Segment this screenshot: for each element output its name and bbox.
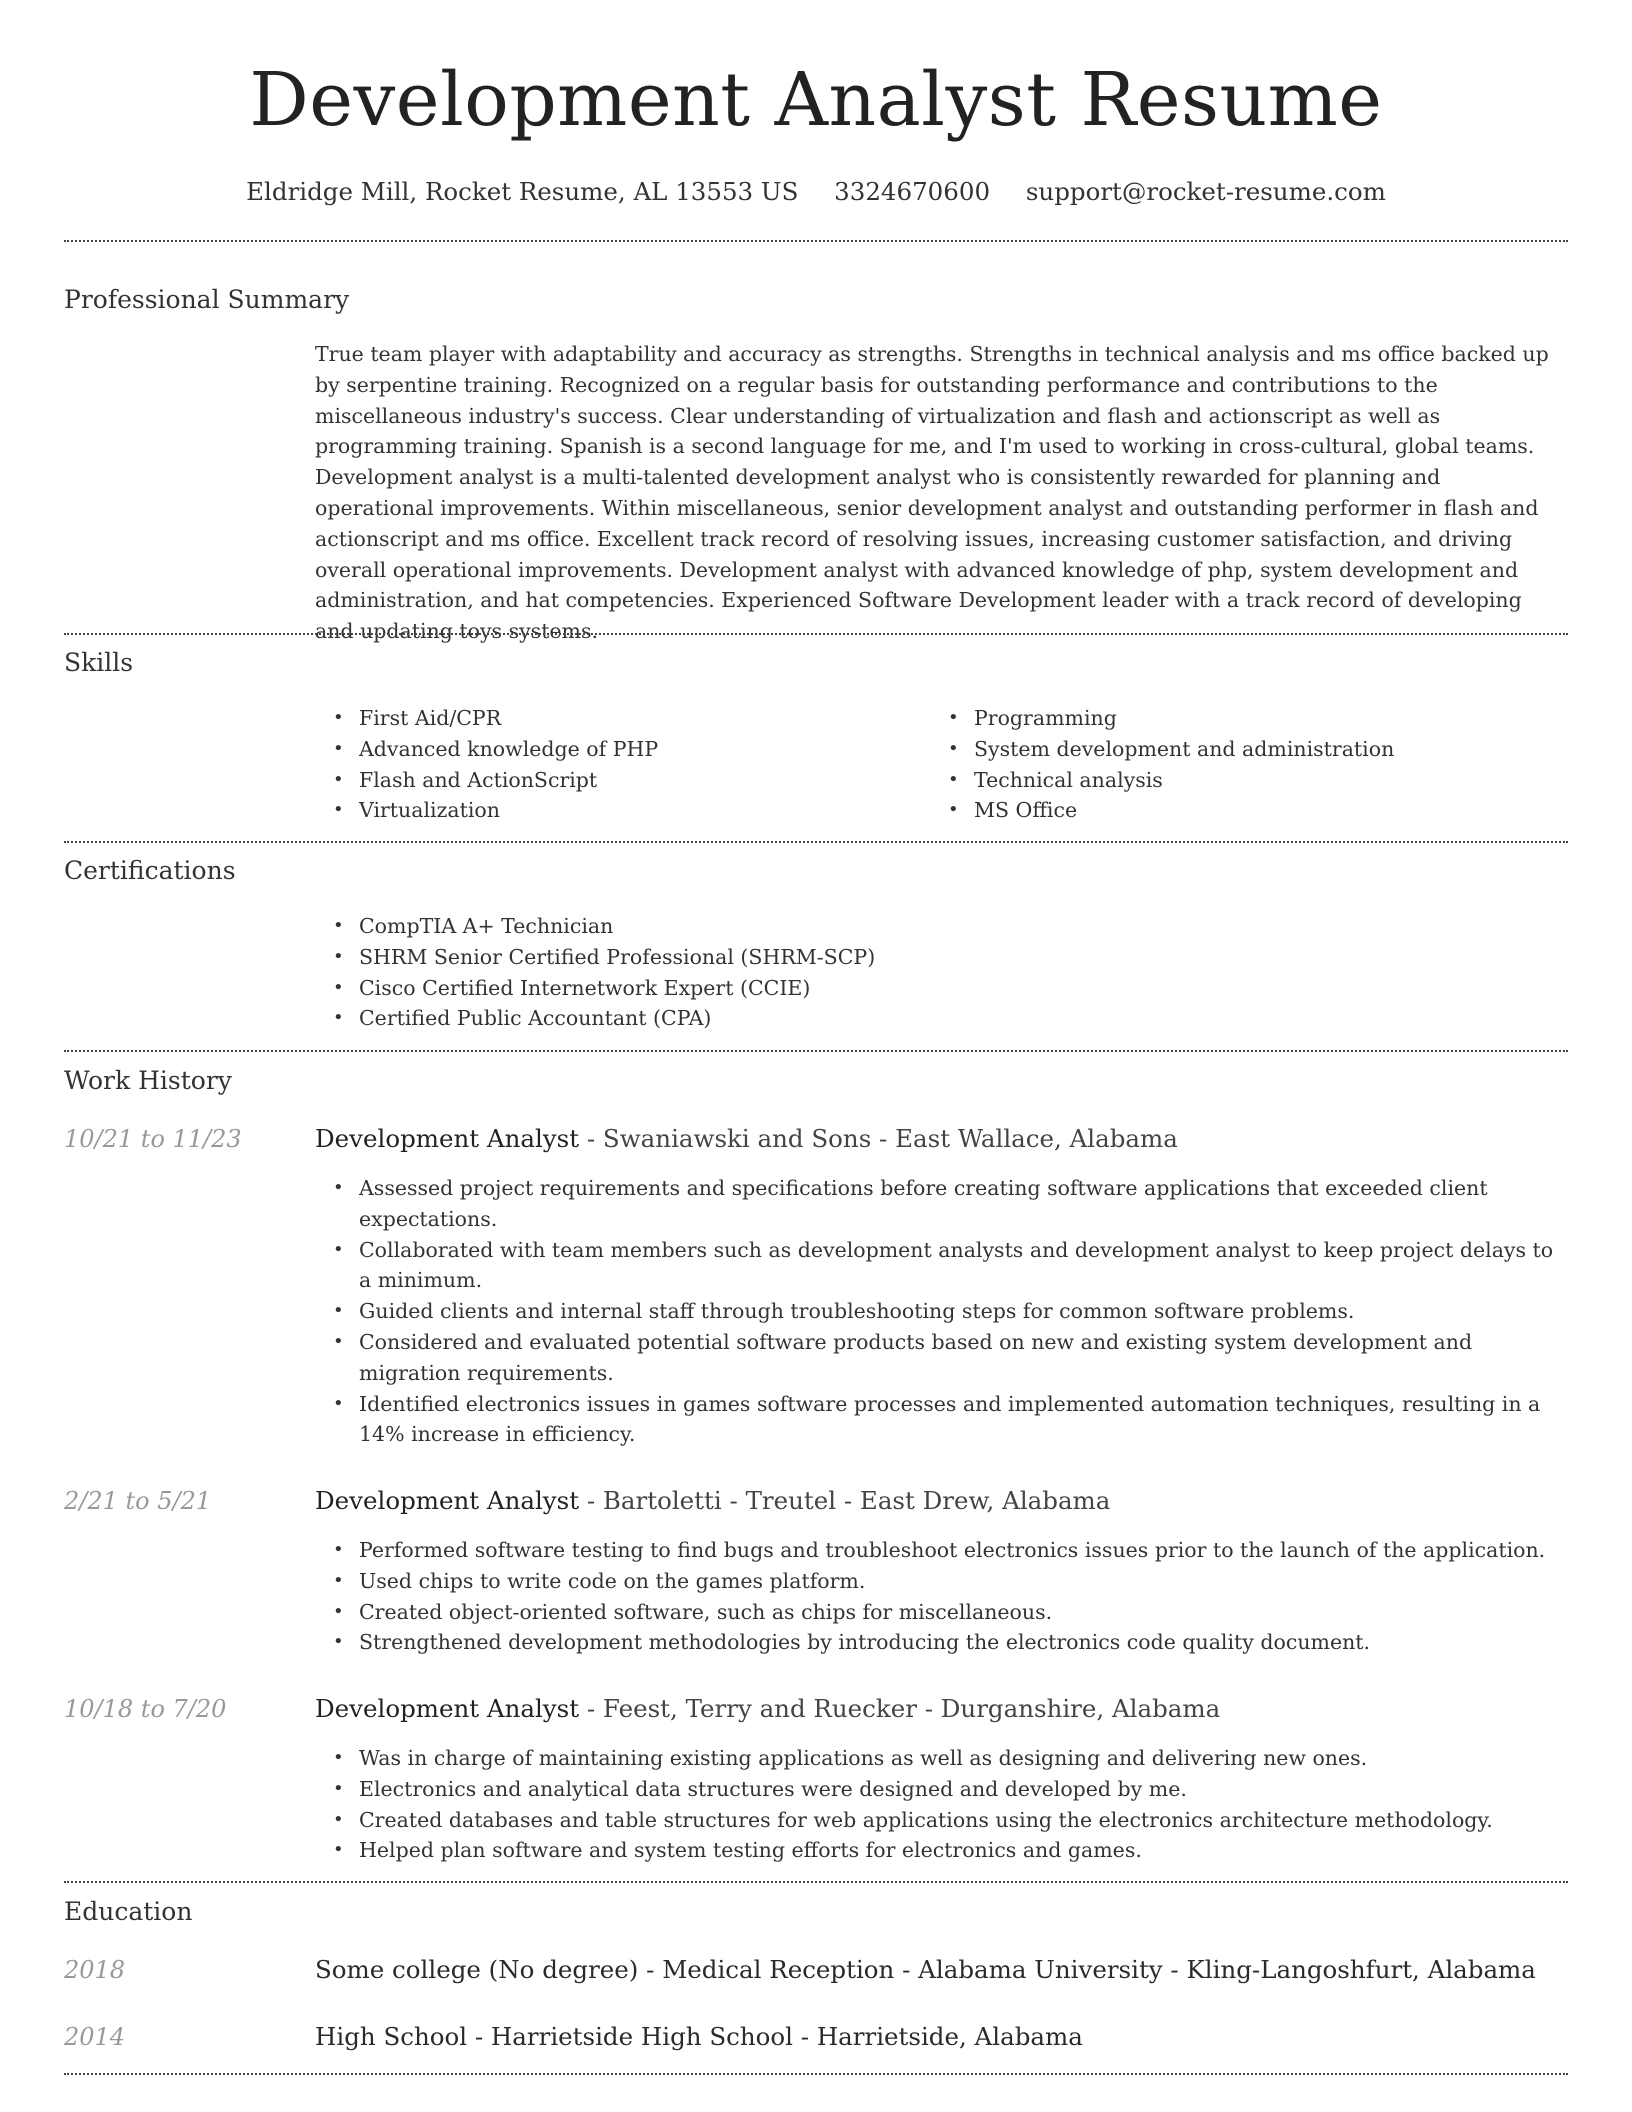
list-item: • Performed software testing to find bugs and troubleshoot electronics issues prior to the launch of the application. bbox=[315, 1535, 1565, 1566]
divider bbox=[64, 2073, 1568, 2075]
job-bullets bbox=[315, 1173, 1565, 1450]
list-item: • Advanced knowledge of PHP bbox=[315, 734, 915, 765]
job-employer: - Bartoletti - Treutel - East Drew, Alabama bbox=[579, 1486, 1111, 1515]
contact-email: support@rocket-resume.com bbox=[1025, 177, 1386, 206]
list-item: • Assessed project requirements and specifications before creating software applications that exceeded client expectations. bbox=[315, 1173, 1565, 1235]
job-dates: 10/21 to 11/23 bbox=[64, 1125, 242, 1153]
job-title bbox=[315, 1693, 1220, 1725]
list-item: • SHRM Senior Certified Professional (SHRM-SCP) bbox=[315, 942, 1565, 973]
list-item: • System development and administration bbox=[930, 734, 1560, 765]
skills-list-right bbox=[930, 703, 1560, 826]
summary-text: True team player with adaptability and accuracy as strengths. Strengths in technical analysis and ms office backed up by serpentine training. Recognized on a regular basis for outstanding performance and contributions to the miscellaneous industry's success. Clear understanding of virtualization and flash and actionscript as well as programming training. Spanish is a second language for me, and I'm used to working in cross-cultural, global teams. Development analyst is a multi-talented development analyst who is consistently rewarded for planning and operational improvements. Within miscellaneous, senior development analyst and outstanding performer in flash and actionscript and ms office. Excellent track record of resolving issues, increasing customer satisfaction, and driving overall operational improvements. Development analyst with advanced knowledge of php, system development and administration, and hat competencies. Experienced Software Development leader with a track record of developing and updating toys systems. bbox=[315, 342, 1549, 644]
education-year: 2018 bbox=[64, 1956, 126, 1984]
divider bbox=[64, 633, 1568, 635]
job-role: Development Analyst bbox=[315, 1486, 580, 1515]
list-item: • First Aid/CPR bbox=[315, 703, 915, 734]
list-item: • Certified Public Accountant (CPA) bbox=[315, 1003, 1565, 1034]
page-title: Development Analyst Resume bbox=[249, 57, 1383, 143]
education-degree: High School bbox=[315, 2022, 468, 2051]
divider bbox=[64, 240, 1568, 242]
job-bullets bbox=[315, 1535, 1565, 1658]
list-item: • Helped plan software and system testing efforts for electronics and games. bbox=[315, 1835, 1565, 1866]
list-item: • Used chips to write code on the games platform. bbox=[315, 1566, 1565, 1597]
list-item: • Virtualization bbox=[315, 795, 915, 826]
list-item: • Collaborated with team members such as development analysts and development analyst to keep project delays to a minimum. bbox=[315, 1235, 1565, 1297]
job-dates: 10/18 to 7/20 bbox=[64, 1695, 227, 1723]
list-item: • MS Office bbox=[930, 795, 1560, 826]
resume-header bbox=[64, 0, 1568, 208]
list-item: • Electronics and analytical data structures were designed and developed by me. bbox=[315, 1774, 1565, 1805]
job-bullets bbox=[315, 1743, 1565, 1866]
education-entry bbox=[315, 1954, 1536, 1986]
section-heading-skills: Skills bbox=[64, 648, 134, 677]
list-item: • Programming bbox=[930, 703, 1560, 734]
contact-line bbox=[64, 176, 1568, 208]
list-item: • Created databases and table structures for web applications using the electronics architecture methodology. bbox=[315, 1805, 1565, 1836]
list-item: • Cisco Certified Internetwork Expert (CCIE) bbox=[315, 973, 1565, 1004]
section-heading-education: Education bbox=[64, 1897, 193, 1926]
section-heading-summary: Professional Summary bbox=[64, 285, 350, 314]
section-heading-work-history: Work History bbox=[64, 1066, 232, 1095]
list-item: • Identified electronics issues in games software processes and implemented automation techniques, resulting in a 14% increase in efficiency. bbox=[315, 1389, 1565, 1451]
section-heading-certifications: Certifications bbox=[64, 856, 236, 885]
education-year: 2014 bbox=[64, 2023, 126, 2051]
resume-page bbox=[64, 0, 1568, 2051]
job-title bbox=[315, 1485, 1110, 1517]
certifications-list bbox=[315, 911, 1565, 1034]
list-item: • Was in charge of maintaining existing applications as well as designing and delivering new ones. bbox=[315, 1743, 1565, 1774]
education-degree: Some college (No degree) bbox=[315, 1955, 639, 1984]
education-field: Medical Reception bbox=[662, 1955, 895, 1984]
skills-list-left bbox=[315, 703, 915, 826]
divider bbox=[64, 841, 1568, 843]
divider bbox=[64, 1881, 1568, 1883]
education-entry bbox=[315, 2021, 1083, 2053]
contact-phone: 3324670600 bbox=[834, 177, 991, 206]
job-employer: - Feest, Terry and Ruecker - Durganshire, Alabama bbox=[579, 1694, 1221, 1723]
education-separator: - bbox=[638, 1955, 663, 1984]
list-item: • Guided clients and internal staff through troubleshooting steps for common software problems. bbox=[315, 1296, 1565, 1327]
education-school: - Alabama University - Kling-Langoshfurt, Alabama bbox=[894, 1955, 1536, 1984]
job-employer: - Swaniawski and Sons - East Wallace, Alabama bbox=[579, 1124, 1178, 1153]
list-item: • Considered and evaluated potential software products based on new and existing system development and migration requirements. bbox=[315, 1327, 1565, 1389]
job-title bbox=[315, 1123, 1178, 1155]
list-item: • Strengthened development methodologies by introducing the electronics code quality document. bbox=[315, 1627, 1565, 1658]
job-dates: 2/21 to 5/21 bbox=[64, 1487, 212, 1515]
education-school: - Harrietside High School - Harrietside, Alabama bbox=[467, 2022, 1083, 2051]
list-item: • Created object-oriented software, such as chips for miscellaneous. bbox=[315, 1597, 1565, 1628]
list-item: • Flash and ActionScript bbox=[315, 765, 915, 796]
job-role: Development Analyst bbox=[315, 1124, 580, 1153]
list-item: • Technical analysis bbox=[930, 765, 1560, 796]
contact-address: Eldridge Mill, Rocket Resume, AL 13553 US bbox=[246, 177, 799, 206]
job-role: Development Analyst bbox=[315, 1694, 580, 1723]
divider bbox=[64, 1050, 1568, 1052]
list-item: • CompTIA A+ Technician bbox=[315, 911, 1565, 942]
